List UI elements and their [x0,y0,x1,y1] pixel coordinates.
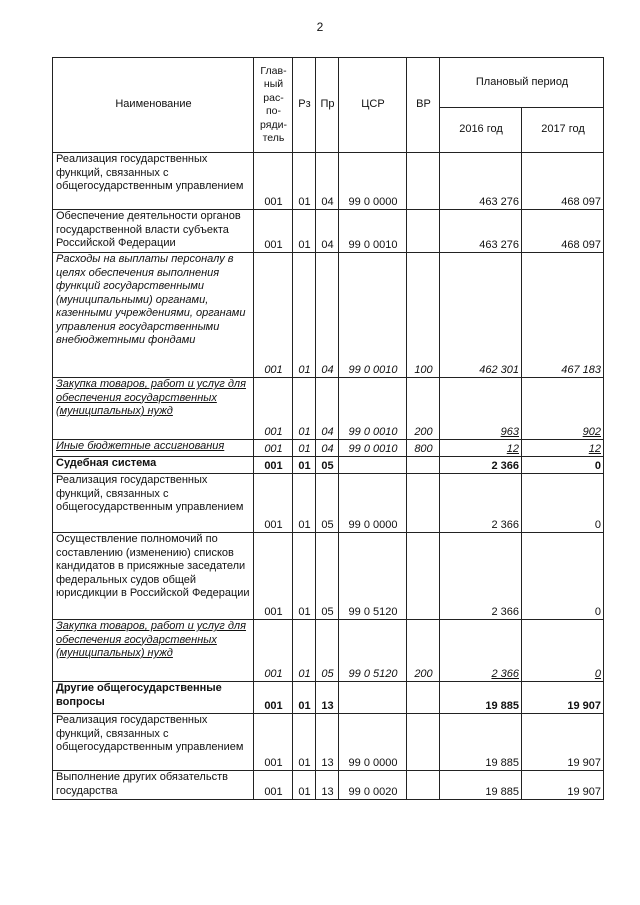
header-vr: ВР [407,58,440,153]
cell-pr: 05 [316,533,339,620]
cell-rz: 01 [293,771,316,800]
cell-y2017: 19 907 [522,771,604,800]
cell-csr: 99 0 0010 [339,378,407,440]
cell-vr [407,771,440,800]
cell-main: 001 [254,253,293,378]
budget-table [52,57,604,800]
page-number: 2 [316,20,324,34]
cell-y2017: 468 097 [522,210,604,253]
cell-rz: 01 [293,153,316,210]
table-row [53,378,604,440]
header-planned-period: Плановый период [440,58,604,108]
cell-csr: 99 0 0010 [339,440,407,457]
header-2016: 2016 год [440,108,522,153]
cell-name: Выполнение других обязательств государства [53,771,254,800]
cell-y2016: 963 [440,378,522,440]
table-row [53,457,604,474]
header-name: Наименование [53,58,254,153]
cell-y2016: 463 276 [440,153,522,210]
cell-vr [407,533,440,620]
cell-y2017: 19 907 [522,714,604,771]
cell-main: 001 [254,153,293,210]
cell-pr: 04 [316,153,339,210]
header-csr: ЦСР [339,58,407,153]
cell-y2016: 2 366 [440,620,522,682]
cell-rz: 01 [293,210,316,253]
cell-rz: 01 [293,682,316,714]
table-row [53,210,604,253]
cell-csr [339,682,407,714]
cell-pr: 13 [316,771,339,800]
cell-name: Закупка товаров, работ и услуг для обеспечения государственных (муниципальных) нужд [53,620,254,682]
cell-rz: 01 [293,440,316,457]
cell-vr [407,714,440,771]
cell-vr [407,153,440,210]
cell-pr: 05 [316,620,339,682]
cell-rz: 01 [293,620,316,682]
header-pr: Пр [316,58,339,153]
cell-name: Закупка товаров, работ и услуг для обеспечения государственных (муниципальных) нужд [53,378,254,440]
cell-pr: 13 [316,682,339,714]
cell-rz: 01 [293,378,316,440]
cell-pr: 04 [316,378,339,440]
cell-main: 001 [254,714,293,771]
cell-pr: 04 [316,253,339,378]
cell-y2017: 0 [522,533,604,620]
table-row [53,771,604,800]
cell-csr: 99 0 0010 [339,210,407,253]
table-row [53,253,604,378]
cell-main: 001 [254,682,293,714]
cell-pr: 04 [316,210,339,253]
cell-name: Реализация государственных функций, связанных с общегосударственным управлением [53,474,254,533]
cell-csr [339,457,407,474]
cell-y2016: 2 366 [440,457,522,474]
cell-csr: 99 0 0000 [339,714,407,771]
header-main-manager: Глав- ный рас- по- ряди- тель [254,58,293,153]
cell-y2017: 468 097 [522,153,604,210]
cell-main: 001 [254,533,293,620]
cell-name: Судебная система [53,457,254,474]
table-row [53,620,604,682]
cell-csr: 99 0 5120 [339,533,407,620]
cell-y2017: 19 907 [522,682,604,714]
cell-main: 001 [254,378,293,440]
cell-vr [407,474,440,533]
cell-csr: 99 0 0000 [339,474,407,533]
table-row [53,153,604,210]
cell-name: Обеспечение деятельности органов государственной власти субъекта Российской Федерации [53,210,254,253]
cell-main: 001 [254,620,293,682]
cell-main: 001 [254,474,293,533]
cell-rz: 01 [293,714,316,771]
cell-y2016: 462 301 [440,253,522,378]
table-row [53,474,604,533]
cell-y2017: 0 [522,474,604,533]
table-body [53,153,604,800]
cell-rz: 01 [293,474,316,533]
cell-y2016: 19 885 [440,714,522,771]
cell-y2016: 2 366 [440,474,522,533]
cell-vr: 200 [407,620,440,682]
cell-main: 001 [254,771,293,800]
cell-pr: 05 [316,474,339,533]
cell-y2016: 19 885 [440,682,522,714]
cell-y2017: 467 183 [522,253,604,378]
cell-rz: 01 [293,253,316,378]
table-row [53,533,604,620]
cell-y2016: 463 276 [440,210,522,253]
table-row [53,440,604,457]
cell-vr [407,682,440,714]
cell-name: Иные бюджетные ассигнования [53,440,254,457]
cell-rz: 01 [293,457,316,474]
cell-vr: 100 [407,253,440,378]
cell-vr [407,210,440,253]
cell-pr: 05 [316,457,339,474]
cell-vr [407,457,440,474]
cell-csr: 99 0 5120 [339,620,407,682]
cell-csr: 99 0 0020 [339,771,407,800]
cell-y2017: 0 [522,457,604,474]
cell-y2017: 0 [522,620,604,682]
cell-y2016: 12 [440,440,522,457]
cell-csr: 99 0 0000 [339,153,407,210]
cell-name: Осуществление полномочий по составлению (изменению) списков кандидатов в присяжные заседатели федеральных судов общей юрисдикции в Российской Федерации [53,533,254,620]
cell-rz: 01 [293,533,316,620]
table-row [53,714,604,771]
cell-y2017: 902 [522,378,604,440]
cell-pr: 04 [316,440,339,457]
cell-main: 001 [254,440,293,457]
cell-name: Расходы на выплаты персоналу в целях обеспечения выполнения функций государственными (муниципальными) органами, казенными учреждениями, органами управления государственными внебюджетными фондами [53,253,254,378]
cell-name: Реализация государственных функций, связанных с общегосударственным управлением [53,714,254,771]
cell-main: 001 [254,210,293,253]
cell-y2016: 19 885 [440,771,522,800]
header-rz: Рз [293,58,316,153]
cell-name: Другие общегосударственные вопросы [53,682,254,714]
cell-pr: 13 [316,714,339,771]
cell-csr: 99 0 0010 [339,253,407,378]
cell-name: Реализация государственных функций, связанных с общегосударственным управлением [53,153,254,210]
table-row [53,682,604,714]
cell-vr: 800 [407,440,440,457]
cell-vr: 200 [407,378,440,440]
header-2017: 2017 год [522,108,604,153]
cell-y2016: 2 366 [440,533,522,620]
cell-main: 001 [254,457,293,474]
cell-y2017: 12 [522,440,604,457]
